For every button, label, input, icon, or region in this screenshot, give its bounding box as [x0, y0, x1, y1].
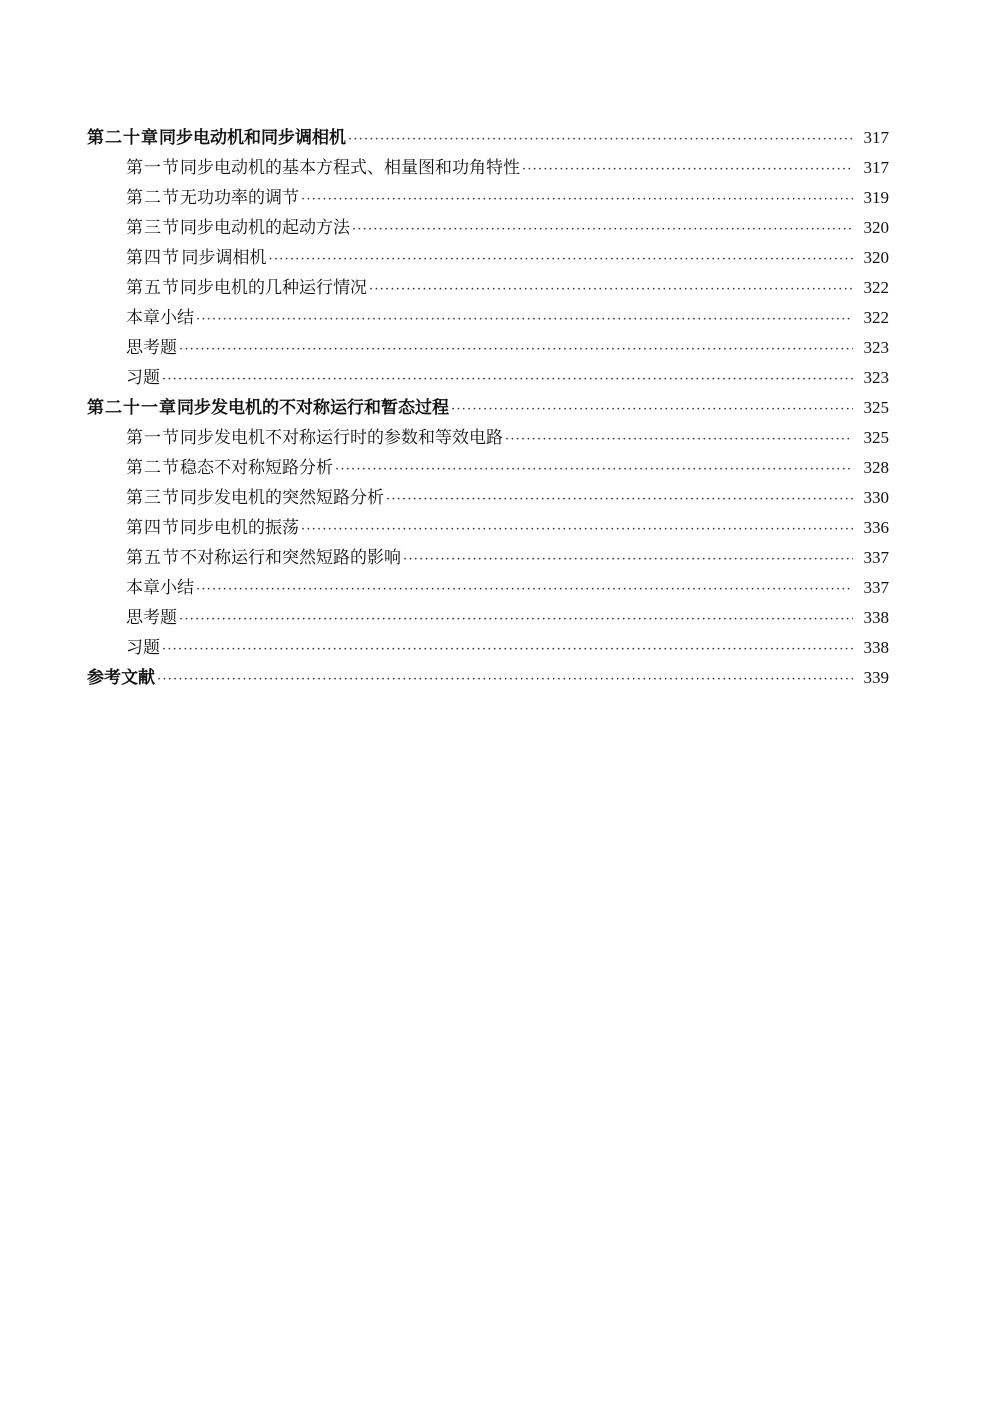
section-number: 第五节 [126, 548, 180, 568]
page-number: 323 [863, 368, 889, 387]
page-number: 338 [863, 638, 889, 657]
section-title: 同步电动机的起动方法 [180, 218, 350, 238]
page-number: 336 [863, 518, 889, 537]
section-title: 本章小结 [126, 308, 194, 328]
section-title: 稳态不对称短路分析 [180, 458, 333, 478]
toc-section[interactable] [126, 273, 889, 303]
page-number: 339 [863, 668, 889, 687]
dot-leader [403, 545, 853, 575]
toc-section[interactable] [126, 153, 889, 183]
dot-leader [196, 575, 853, 605]
dot-leader [522, 155, 853, 185]
dot-leader [162, 365, 853, 395]
dot-leader [179, 605, 853, 635]
chapter-number: 第二十章 [87, 128, 159, 148]
toc-section[interactable] [126, 543, 889, 573]
toc-section[interactable] [126, 453, 889, 483]
dot-leader [352, 215, 853, 245]
section-title: 思考题 [126, 338, 177, 358]
dot-leader [335, 455, 853, 485]
references-title: 参考文献 [87, 668, 155, 688]
section-title: 思考题 [126, 608, 177, 628]
toc-questions[interactable] [126, 603, 889, 633]
section-title: 本章小结 [126, 578, 194, 598]
page-number: 322 [863, 278, 889, 297]
page-number: 325 [863, 398, 889, 417]
page-number: 323 [863, 338, 889, 357]
dot-leader [157, 665, 853, 695]
section-title: 同步发电机的突然短路分析 [180, 488, 384, 508]
toc-questions[interactable] [126, 333, 889, 363]
page-number: 319 [863, 188, 889, 207]
toc-chapter-summary[interactable] [126, 303, 889, 333]
toc-section[interactable] [126, 423, 889, 453]
toc-exercises[interactable] [126, 633, 889, 663]
chapter-number: 第二十一章 [87, 398, 177, 418]
section-number: 第三节 [126, 218, 180, 238]
toc-chapter-summary[interactable] [126, 573, 889, 603]
section-title: 同步电机的振荡 [180, 518, 299, 538]
section-number: 第四节 [126, 248, 180, 268]
dot-leader [268, 245, 853, 275]
dot-leader [301, 185, 853, 215]
toc-section[interactable] [126, 513, 889, 543]
section-title: 同步发电机不对称运行时的参数和等效电路 [180, 428, 503, 448]
section-number: 第四节 [126, 518, 180, 538]
toc-section[interactable] [126, 483, 889, 513]
section-title: 无功功率的调节 [180, 188, 299, 208]
dot-leader [162, 635, 853, 665]
page-number: 325 [863, 428, 889, 447]
toc-section[interactable] [126, 243, 889, 273]
toc-chapter-20[interactable] [87, 123, 889, 153]
page-number: 337 [863, 548, 889, 567]
page-number: 317 [863, 158, 889, 177]
page-number: 322 [863, 308, 889, 327]
page-number: 317 [863, 128, 889, 147]
section-title: 同步电机的几种运行情况 [180, 278, 367, 298]
section-number: 第二节 [126, 458, 180, 478]
section-number: 第一节 [126, 158, 180, 178]
section-title: 不对称运行和突然短路的影响 [180, 548, 401, 568]
toc-section[interactable] [126, 213, 889, 243]
section-title: 同步电动机的基本方程式、相量图和功角特性 [180, 158, 520, 178]
toc-exercises[interactable] [126, 363, 889, 393]
dot-leader [348, 125, 853, 155]
section-title: 习题 [126, 368, 160, 388]
dot-leader [301, 515, 853, 545]
dot-leader [179, 335, 853, 365]
chapter-title: 同步发电机的不对称运行和暂态过程 [177, 398, 449, 418]
section-number: 第五节 [126, 278, 180, 298]
page-number: 320 [863, 218, 889, 237]
section-title: 习题 [126, 638, 160, 658]
page-number: 337 [863, 578, 889, 597]
dot-leader [196, 305, 853, 335]
page-number: 338 [863, 608, 889, 627]
dot-leader [369, 275, 853, 305]
section-number: 第二节 [126, 188, 180, 208]
section-number: 第一节 [126, 428, 180, 448]
page-number: 330 [863, 488, 889, 507]
page-number: 320 [863, 248, 889, 267]
section-title: 同步调相机 [181, 248, 267, 268]
dot-leader [505, 425, 853, 455]
dot-leader [386, 485, 853, 515]
chapter-title: 同步电动机和同步调相机 [159, 128, 346, 148]
section-number: 第三节 [126, 488, 180, 508]
toc-section[interactable] [126, 183, 889, 213]
toc-chapter-21[interactable] [87, 393, 889, 423]
toc-references[interactable] [87, 663, 889, 693]
dot-leader [451, 395, 853, 425]
page-number: 328 [863, 458, 889, 477]
